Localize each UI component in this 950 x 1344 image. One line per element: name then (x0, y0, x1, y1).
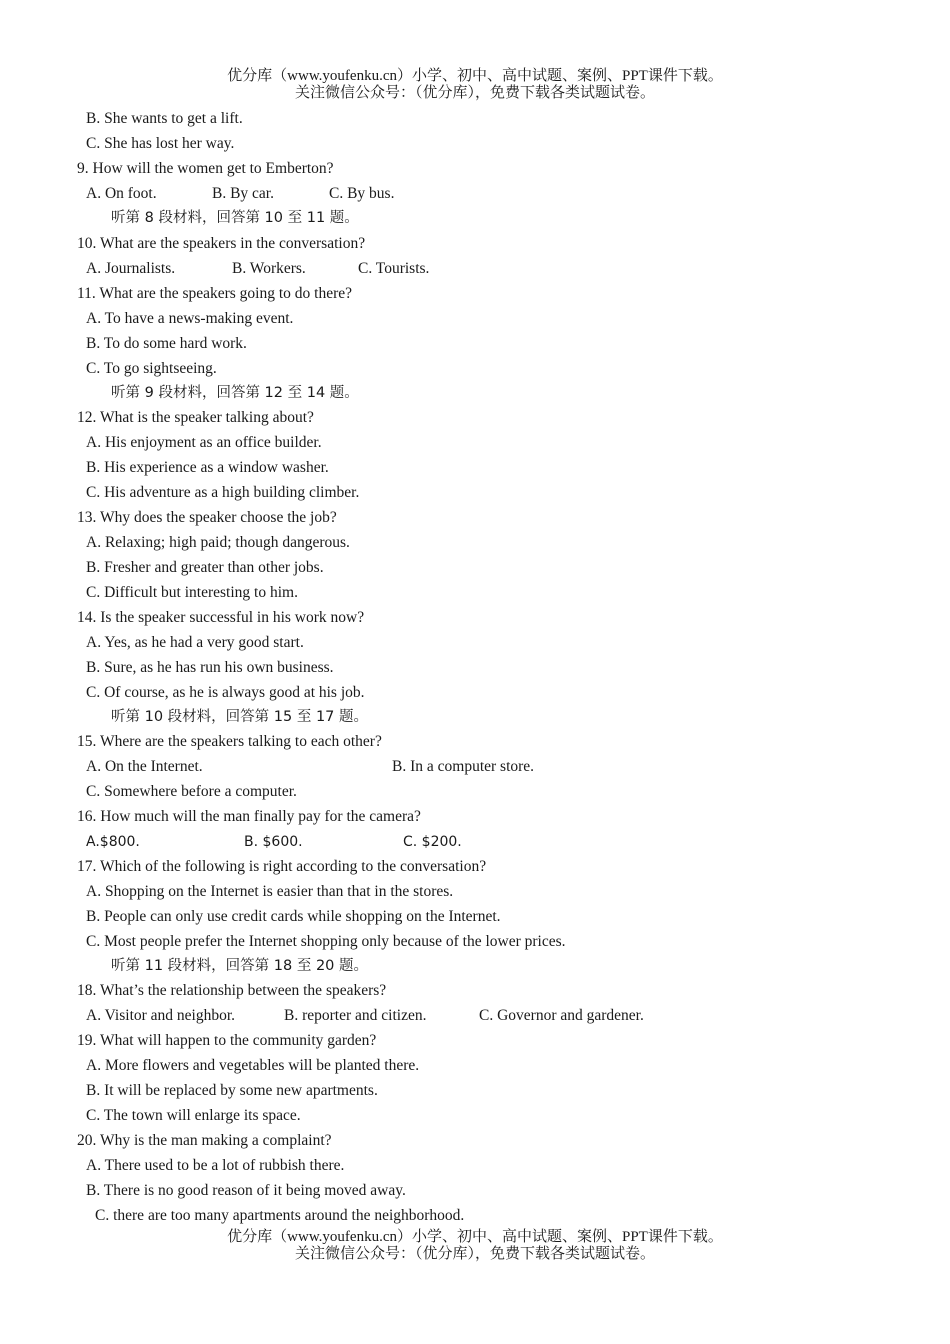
q12-option-a: A. His enjoyment as an office builder. (86, 434, 322, 451)
q16-option-b: B. $600. (244, 834, 303, 850)
q11-option-b: B. To do some hard work. (86, 335, 247, 352)
q14-option-a: A. Yes, as he had a very good start. (86, 634, 304, 651)
page-footer (0, 1229, 950, 1263)
q13-option-c: C. Difficult but interesting to him. (86, 584, 298, 601)
q14-stem: 14. Is the speaker successful in his work now? (77, 609, 365, 626)
q18-option-c: C. Governor and gardener. (479, 1007, 644, 1024)
q18-stem: 18. What’s the relationship between the speakers? (77, 982, 387, 999)
q13-option-a: A. Relaxing; high paid; though dangerous. (86, 534, 350, 551)
q16-stem: 16. How much will the man finally pay for the camera? (77, 808, 421, 825)
q10-stem: 10. What are the speakers in the conversation? (77, 235, 366, 252)
q15-option-b: B. In a computer store. (392, 758, 535, 775)
q12-stem: 12. What is the speaker talking about? (77, 409, 314, 426)
header-line-2: 关注微信公众号：（优分库），免费下载各类试题试卷。 (294, 85, 655, 101)
q17-option-b: B. People can only use credit cards while shopping on the Internet. (86, 908, 501, 925)
q10-option-c: C. Tourists. (358, 260, 430, 277)
section-10-instruction: 听第 10 段材料，回答第 15 至 17 题。 (111, 709, 369, 725)
q16-option-a: A.$800. (86, 834, 140, 850)
footer-line-1: 优分库（www.youfenku.cn）小学、初中、高中试题、案例、PPT课件下载。 (227, 1229, 723, 1245)
q17-stem: 17. Which of the following is right according to the conversation? (77, 858, 487, 875)
q9-option-a: A. On foot. (86, 185, 157, 202)
q11-option-a: A. To have a news-making event. (86, 310, 294, 327)
q16-option-c: C. $200. (403, 834, 462, 850)
q17-option-c: C. Most people prefer the Internet shopping only because of the lower prices. (86, 933, 566, 950)
q14-option-b: B. Sure, as he has run his own business. (86, 659, 334, 676)
q15-option-c: C. Somewhere before a computer. (86, 783, 297, 800)
q20-stem: 20. Why is the man making a complaint? (77, 1132, 332, 1149)
q10-option-a: A. Journalists. (86, 260, 176, 277)
q13-option-b: B. Fresher and greater than other jobs. (86, 559, 324, 576)
q19-option-a: A. More flowers and vegetables will be planted there. (86, 1057, 420, 1074)
q10-option-b: B. Workers. (232, 260, 306, 277)
q20-option-a: A. There used to be a lot of rubbish there. (86, 1157, 345, 1174)
q8-option-c: C. She has lost her way. (86, 135, 235, 152)
footer-line-2: 关注微信公众号：（优分库），免费下载各类试题试卷。 (294, 1246, 655, 1262)
q19-stem: 19. What will happen to the community garden? (77, 1032, 377, 1049)
section-8-instruction: 听第 8 段材料，回答第 10 至 11 题。 (111, 210, 359, 226)
q20-option-b: B. There is no good reason of it being moved away. (86, 1182, 406, 1199)
q17-option-a: A. Shopping on the Internet is easier than that in the stores. (86, 883, 454, 900)
q9-stem: 9. How will the women get to Emberton? (77, 160, 334, 177)
q9-option-b: B. By car. (212, 185, 274, 202)
q15-stem: 15. Where are the speakers talking to each other? (77, 733, 382, 750)
q12-option-c: C. His adventure as a high building climber. (86, 484, 360, 501)
q13-stem: 13. Why does the speaker choose the job? (77, 509, 337, 526)
q12-option-b: B. His experience as a window washer. (86, 459, 329, 476)
q20-option-c: C. there are too many apartments around the neighborhood. (95, 1207, 465, 1224)
section-9-instruction: 听第 9 段材料，回答第 12 至 14 题。 (111, 385, 359, 401)
q8-option-b: B. She wants to get a lift. (86, 110, 243, 127)
section-11-instruction: 听第 11 段材料，回答第 18 至 20 题。 (111, 958, 369, 974)
q19-option-c: C. The town will enlarge its space. (86, 1107, 301, 1124)
q18-option-a: A. Visitor and neighbor. (86, 1007, 236, 1024)
q14-option-c: C. Of course, as he is always good at his job. (86, 684, 365, 701)
header-line-1: 优分库（www.youfenku.cn）小学、初中、高中试题、案例、PPT课件下载。 (227, 68, 723, 84)
q11-option-c: C. To go sightseeing. (86, 360, 217, 377)
page-header (0, 68, 950, 102)
q11-stem: 11. What are the speakers going to do there? (77, 285, 353, 302)
q19-option-b: B. It will be replaced by some new apartments. (86, 1082, 378, 1099)
q15-option-a: A. On the Internet. (86, 758, 203, 775)
q9-option-c: C. By bus. (329, 185, 395, 202)
q18-option-b: B. reporter and citizen. (284, 1007, 427, 1024)
